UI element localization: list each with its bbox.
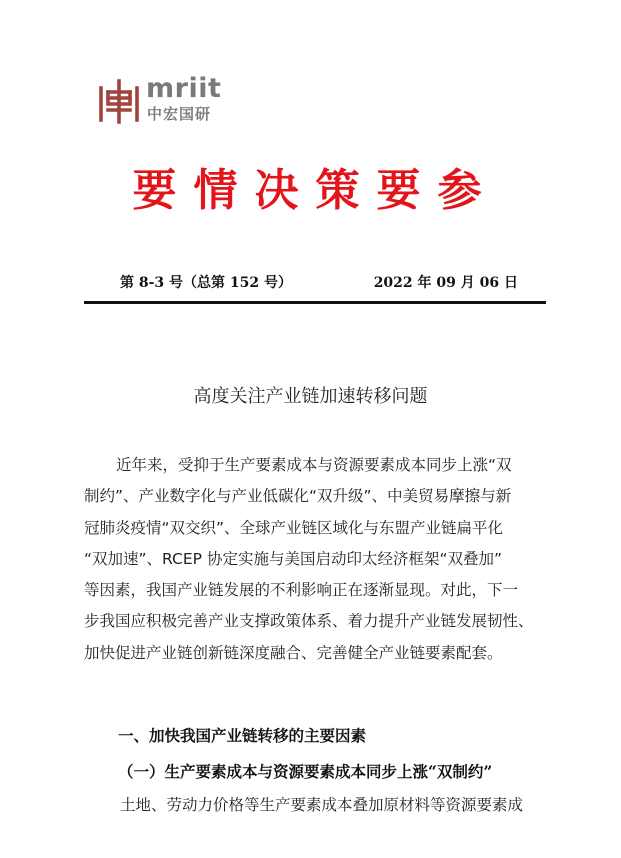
issue-number: 第 8-3 号（总第 152 号） — [120, 275, 293, 291]
logo-latin-text: mriit — [146, 73, 222, 104]
issue-info-row — [84, 272, 546, 294]
header-divider — [84, 301, 546, 304]
paragraph-line: 冠肺炎疫情“双交织”、全球产业链区域化与东盟产业链扁平化 — [84, 518, 504, 537]
paragraph-line: “双加速”、RCEP 协定实施与美国启动印太经济框架“双叠加” — [84, 549, 503, 568]
body-text-line: 土地、劳动力价格等生产要素成本叠加原材料等资源要素成 — [120, 796, 524, 814]
article-title: 高度关注产业链加速转移问题 — [193, 386, 428, 407]
brand-logo — [98, 73, 228, 126]
section-heading: 一、加快我国产业链转移的主要因素 — [118, 727, 367, 745]
paragraph-line: 等因素，我国产业链发展的不利影响正在逐渐显现。对此，下一 — [84, 581, 519, 600]
logo-chinese-text: 中宏国研 — [147, 105, 212, 123]
masthead-title: 要情决策要参 — [132, 165, 499, 216]
intro-paragraph — [84, 450, 546, 669]
mriit-logo-icon — [98, 78, 140, 124]
issue-date: 2022 年 09 月 06 日 — [373, 275, 518, 291]
paragraph-line: 加快促进产业链创新链深度融合、完善健全产业链要素配套。 — [84, 643, 503, 662]
paragraph-line: 制约”、产业数字化与产业低碳化“双升级”、中美贸易摩擦与新 — [84, 487, 512, 506]
paragraph-line: 步我国应积极完善产业支撑政策体系、着力提升产业链发展韧性、 — [84, 612, 534, 631]
subsection-heading: （一）生产要素成本与资源要素成本同步上涨“双制约” — [118, 762, 493, 781]
paragraph-line: 近年来，受抑于生产要素成本与资源要素成本同步上涨“双 — [116, 456, 512, 474]
